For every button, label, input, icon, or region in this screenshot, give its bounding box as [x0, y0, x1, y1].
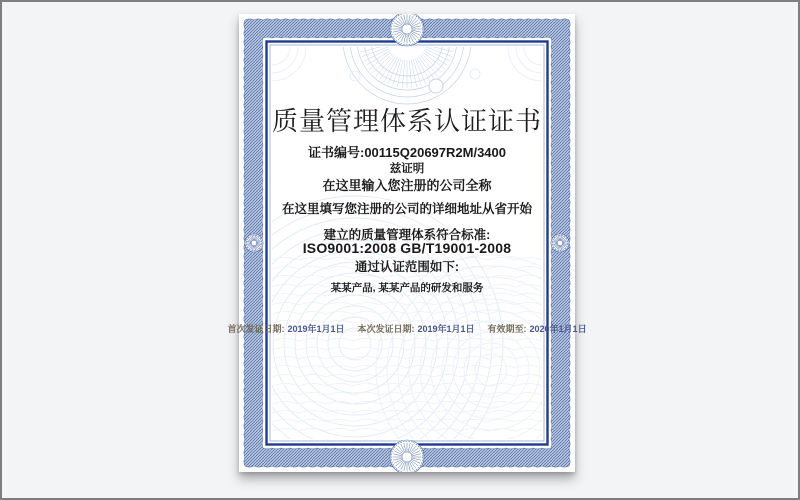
company-name-placeholder: 在这里输入您注册的公司全称 — [322, 178, 492, 193]
valid-until-date: 有效期至: 2020年1月1日 — [487, 324, 587, 334]
current-issue-date: 本次发证日期: 2019年1月1日 — [357, 324, 475, 334]
scope-text: 某某产品, 某某产品的研发和服务 — [330, 282, 484, 294]
standard-intro-text: 建立的质量管理体系符合标准: — [323, 228, 491, 242]
scope-intro-text: 通过认证范围如下: — [354, 260, 460, 274]
company-address-placeholder: 在这里填写您注册的公司的详细地址从省开始 — [281, 202, 532, 216]
certificate-number: 证书编号:00115Q20697R2M/3400 — [307, 145, 506, 160]
first-issue-date: 首次发证日期: 2019年1月1日 — [227, 324, 345, 334]
certificate-title: 质量管理体系认证证书 — [271, 107, 542, 136]
certificate-paper — [227, 14, 587, 472]
standard-codes: ISO9001:2008 GB/T19001-2008 — [302, 240, 512, 256]
hereby-certify-text: 兹证明 — [389, 163, 425, 175]
issue-dates-row — [227, 322, 587, 335]
